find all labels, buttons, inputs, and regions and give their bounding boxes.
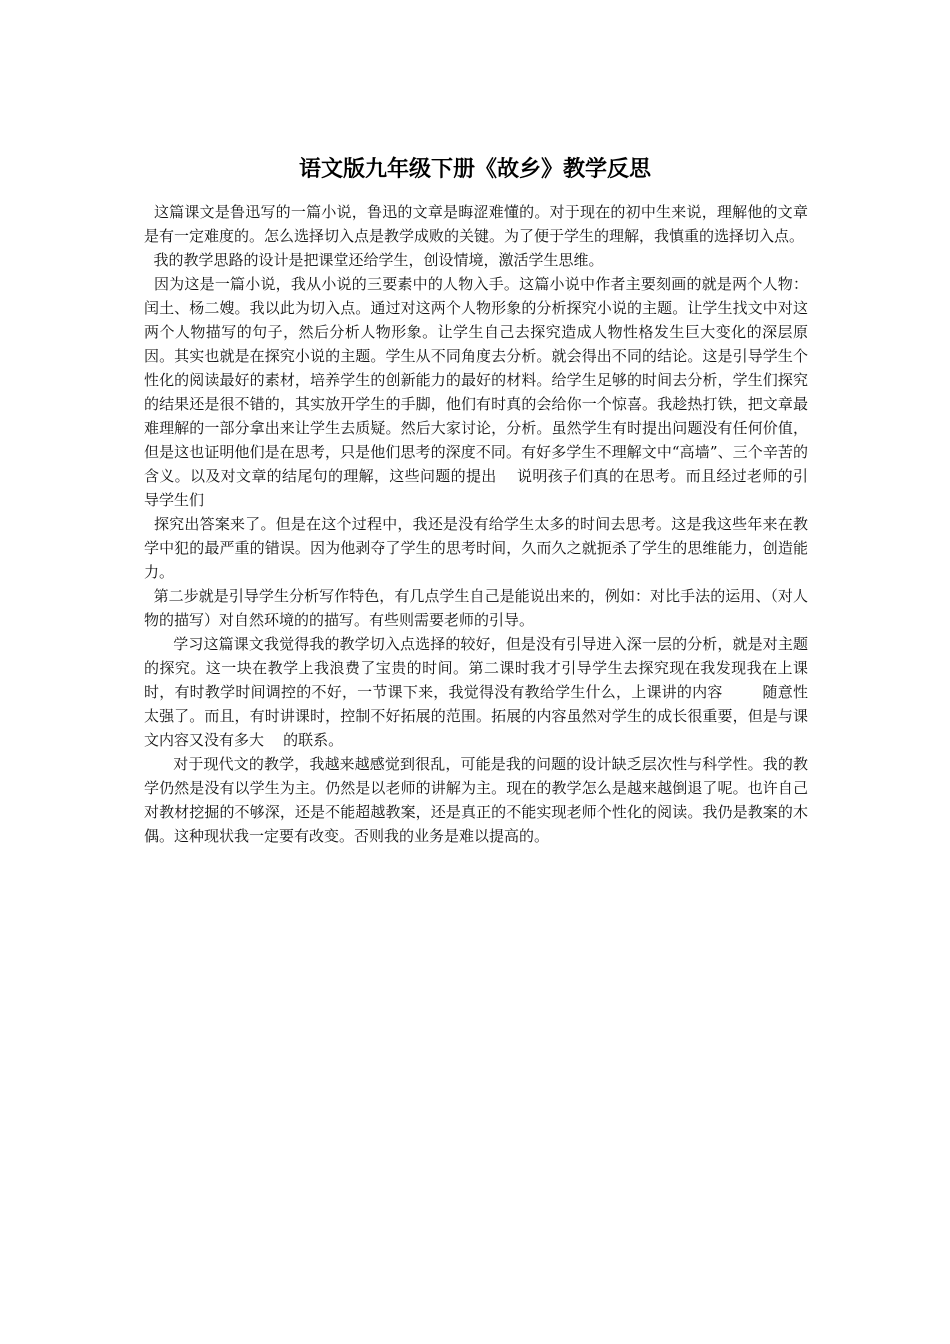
paragraph-4: 探究出答案来了。但是在这个过程中，我还是没有给学生太多的时间去思考。这是我这些年来在教学中犯的最严重的错误。因为他剥夺了学生的思考时间，久而久之就扼杀了学生的思维能力，创造能力。 <box>144 515 808 581</box>
paragraph-7: 对于现代文的教学，我越来越感觉到很乱，可能是我的问题的设计缺乏层次性与科学性。我的教学仍然是没有以学生为主。仍然是以老师的讲解为主。现在的教学怎么是越来越倒退了呢。也许自己对教材挖掘的不够深，还是不能超越教案，还是真正的不能实现老师个性化的阅读。我仍是教案的木偶。这种现状我一定要有改变。否则我的业务是难以提高的。 <box>144 755 808 845</box>
paragraph-1: 这篇课文是鲁迅写的一篇小说，鲁迅的文章是晦涩难懂的。对于现在的初中生来说，理解他的文章是有一定难度的。怎么选择切入点是教学成败的关键。为了便于学生的理解，我慎重的选择切入点。 <box>144 203 808 245</box>
paragraph-5: 第二步就是引导学生分析写作特色，有几点学生自己是能说出来的，例如：对比手法的运用、（对人物的描写）对自然环境的的描写。有些则需要老师的引导。 <box>144 587 808 629</box>
document-title: 语文版九年级下册《故乡》教学反思 <box>298 157 651 182</box>
document-body <box>144 200 808 848</box>
paragraph-3: 因为这是一篇小说，我从小说的三要素中的人物入手。这篇小说中作者主要刻画的就是两个人物：闰土、杨二嫂。我以此为切入点。通过对这两个人物形象的分析探究小说的主题。让学生找文中对这两个人物描写的句子，然后分析人物形象。让学生自己去探究造成人物性格发生巨大变化的深层原因。其实也就是在探究小说的主题。学生从不同角度去分析。就会得出不同的结论。这是引导学生个性化的阅读最好的素材，培养学生的创新能力的最好的材料。给学生足够的时间去分析，学生们探究的结果还是很不错的，其实放开学生的手脚，他们有时真的会给你一个惊喜。我趁热打铁，把文章最难理解的一部分拿出来让学生去质疑。然后大家讨论，分析。虽然学生有时提出问题没有任何价值，但是这也证明他们是在思考，只是他们思考的深度不同。有好多学生不理解文中“高墙”、三个辛苦的含义。以及对文章的结尾句的理解，这些问题的提出 说明孩子们真的在思考。而且经过老师的引导学生们 <box>144 275 808 509</box>
paragraph-6: 学习这篇课文我觉得我的教学切入点选择的较好，但是没有引导进入深一层的分析，就是对主题的探究。这一块在教学上我浪费了宝贵的时间。第二课时我才引导学生去探究现在我发现我在上课时，有时教学时间调控的不好，一节课下来，我觉得没有教给学生什么，上课讲的内容 随意性太强了。而且，有时讲课时，控制不好拓展的范围。拓展的内容虽然对学生的成长很重要，但是与课文内容又没有多大 的联系。 <box>144 635 808 749</box>
paragraph-2: 我的教学思路的设计是把课堂还给学生，创设情境，激活学生思维。 <box>144 251 604 269</box>
